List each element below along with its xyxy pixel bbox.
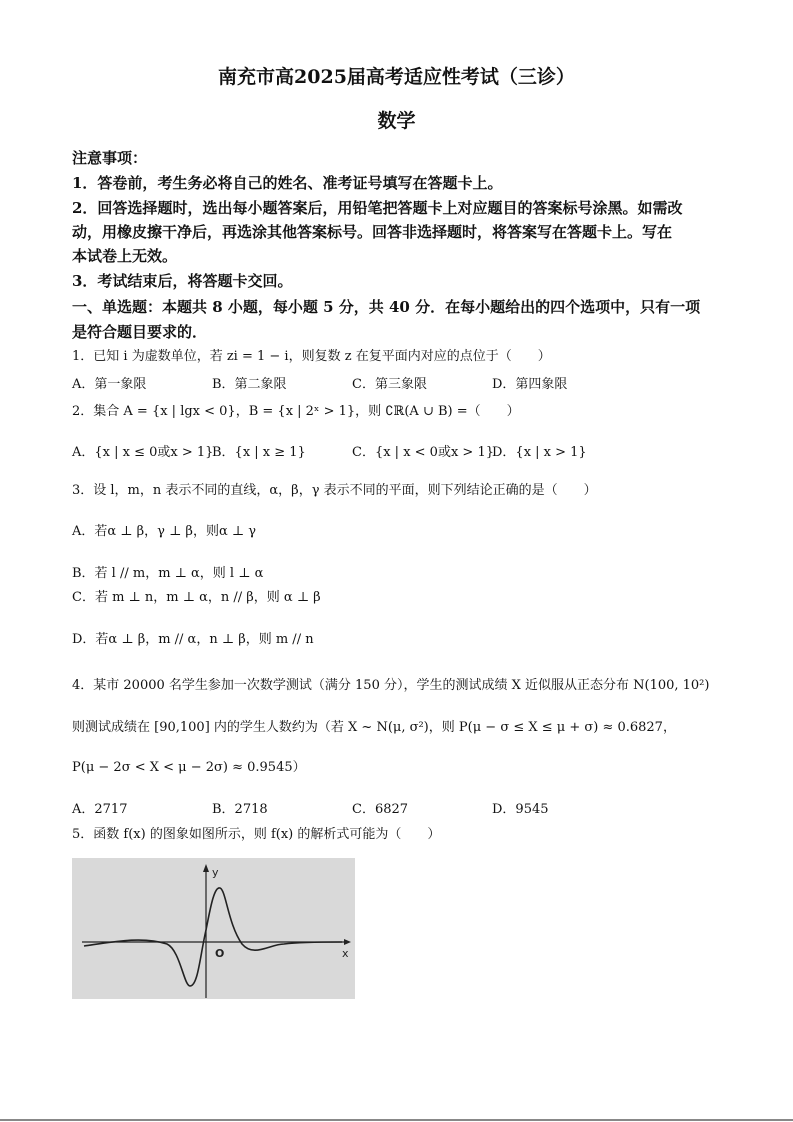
q4-option-a: A．2717: [72, 802, 128, 817]
notice-line-3: 动，用橡皮擦干净后，再选涂其他答案标号。回答非选择题时，将答案写在答题卡上。写在: [72, 223, 673, 241]
q5-function-graph: [72, 858, 355, 999]
q1-option-a: A．第一象限: [72, 377, 147, 392]
q5-stem: 5．函数 f(x) 的图象如图所示，则 f(x) 的解析式可能为（ ）: [72, 827, 441, 842]
notice-heading: 注意事项：: [72, 149, 148, 167]
q1-option-d: D．第四象限: [492, 377, 568, 392]
section-heading-line-2: 是符合题目要求的．: [72, 323, 208, 341]
q3-option-c: C．若 m ⊥ n，m ⊥ α，n // β，则 α ⊥ β: [72, 590, 321, 605]
subject-title: 数学: [377, 110, 416, 132]
x-axis-label: x: [342, 947, 349, 960]
exam-title: 南充市高2025届高考适应性考试（三诊）: [218, 66, 575, 88]
y-axis-label: y: [212, 866, 219, 879]
q3-option-a: A．若α ⊥ β，γ ⊥ β，则α ⊥ γ: [72, 524, 256, 539]
origin-label: O: [215, 947, 225, 960]
q4-option-c: C．6827: [352, 802, 409, 817]
q2-option-a: A．{x | x ≤ 0或x > 1}: [72, 445, 214, 460]
q1-stem: 1．已知 i 为虚数单位，若 zi = 1 − i，则复数 z 在复平面内对应的点位于（ ）: [72, 349, 551, 364]
notice-line-4: 本试卷上无效。: [72, 247, 178, 265]
q3-option-b: B．若 l // m，m ⊥ α，则 l ⊥ α: [72, 566, 264, 581]
q2-option-d: D．{x | x > 1}: [492, 445, 587, 460]
q1-option-c: C．第三象限: [352, 377, 427, 392]
q4-stem-line-1: 4．某市 20000 名学生参加一次数学测试（满分 150 分），学生的测试成绩 X 近似服从正态分布 N(100, 10²): [72, 678, 710, 693]
x-axis-arrow: [344, 939, 351, 945]
q4-stem-line-2: 则测试成绩在 [90,100] 内的学生人数约为（若 X ~ N(μ, σ²)，则 P(μ − σ ≤ X ≤ μ + σ) ≈ 0.6827，: [72, 720, 676, 735]
q4-option-d: D．9545: [492, 802, 549, 817]
q3-stem: 3．设 l，m，n 表示不同的直线，α，β，γ 表示不同的平面，则下列结论正确的是（ ）: [72, 483, 597, 498]
graph-svg: [72, 858, 355, 999]
page-bottom-border: [0, 1119, 793, 1121]
q1-option-b: B．第二象限: [212, 377, 287, 392]
q4-stem-line-3: P(μ − 2σ < X < μ − 2σ) ≈ 0.9545）: [72, 760, 306, 775]
notice-line-5: 3．考试结束后，将答题卡交回。: [72, 272, 293, 290]
q3-option-d: D．若α ⊥ β，m // α，n ⊥ β，则 m // n: [72, 632, 314, 647]
y-axis-arrow: [203, 864, 209, 872]
notice-line-2: 2．回答选择题时，选出每小题答案后，用铅笔把答题卡上对应题目的答案标号涂黑。如需改: [72, 199, 683, 217]
section-heading-line-1: 一、单选题：本题共 8 小题，每小题 5 分，共 40 分．在每小题给出的四个选项中，只有一项: [72, 298, 701, 316]
notice-line-1: 1．答卷前，考生务必将自己的姓名、准考证号填写在答题卡上。: [72, 174, 503, 192]
function-curve: [84, 888, 342, 986]
q4-option-b: B．2718: [212, 802, 268, 817]
q2-option-b: B．{x | x ≥ 1}: [212, 445, 306, 460]
q2-stem: 2．集合 A = {x | lgx < 0}，B = {x | 2ˣ > 1}，则 ∁ℝ(A ∪ B) =（ ）: [72, 404, 520, 419]
q2-option-c: C．{x | x < 0或x > 1}: [352, 445, 494, 460]
